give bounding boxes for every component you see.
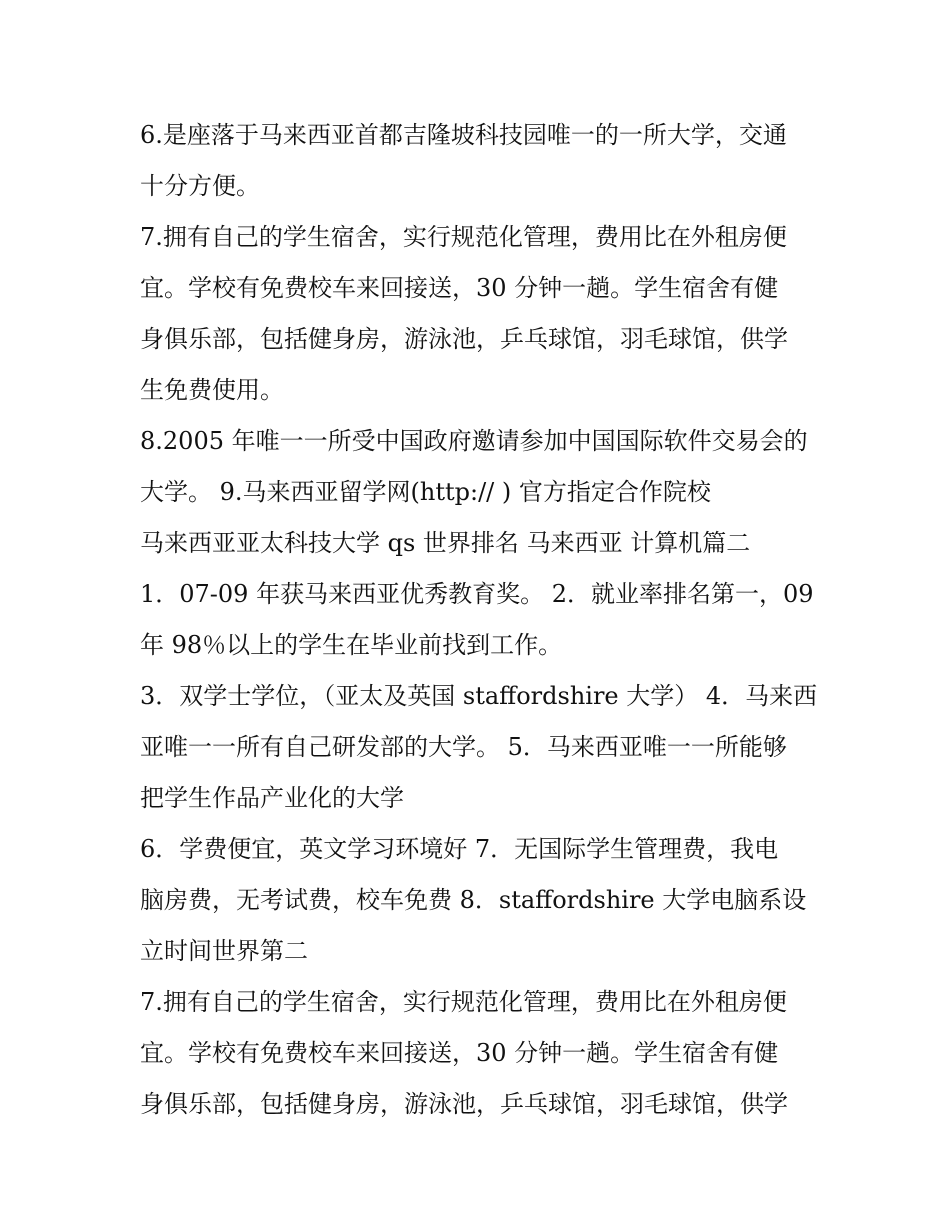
text-line: 宜。学校有免费校车来回接送，30 分钟一趟。学生宿舍有健 (140, 1039, 779, 1067)
text-line: 亚唯一一所有自己研发部的大学。 5．马来西亚唯一一所能够 (140, 733, 787, 761)
text-line: 1．07-09 年获马来西亚优秀教育奖。 2．就业率排名第一，09 (140, 580, 814, 608)
text-line: 宜。学校有免费校车来回接送，30 分钟一趟。学生宿舍有健 (140, 274, 779, 302)
document-body (140, 110, 820, 1130)
text-line: 7.拥有自己的学生宿舍，实行规范化管理，费用比在外租房便 (140, 223, 787, 251)
text-line: 十分方便。 (140, 172, 260, 200)
text-line: 3．双学士学位，（亚太及英国 staffordshire 大学） 4．马来西 (140, 682, 818, 710)
text-line: 7.拥有自己的学生宿舍，实行规范化管理，费用比在外租房便 (140, 988, 787, 1016)
text-line: 马来西亚亚太科技大学 qs 世界排名 马来西亚 计算机篇二 (140, 529, 751, 557)
text-line: 身俱乐部，包括健身房，游泳池，乒乓球馆，羽毛球馆，供学 (140, 1090, 788, 1118)
text-line: 8.2005 年唯一一所受中国政府邀请参加中国国际软件交易会的 (140, 427, 808, 455)
text-line: 身俱乐部，包括健身房，游泳池，乒乓球馆，羽毛球馆，供学 (140, 325, 788, 353)
text-line: 大学。 9.马来西亚留学网(http:// ) 官方指定合作院校 (140, 478, 711, 506)
text-line: 立时间世界第二 (140, 937, 308, 965)
text-line: 把学生作品产业化的大学 (140, 784, 404, 812)
text-line: 6.是座落于马来西亚首都吉隆坡科技园唯一的一所大学，交通 (140, 121, 787, 149)
text-line: 脑房费，无考试费，校车免费 8．staffordshire 大学电脑系设 (140, 886, 807, 914)
text-line: 年 98％以上的学生在毕业前找到工作。 (140, 631, 563, 659)
text-line: 6．学费便宜，英文学习环境好 7．无国际学生管理费，我电 (140, 835, 779, 863)
text-line: 生免费使用。 (140, 376, 284, 404)
